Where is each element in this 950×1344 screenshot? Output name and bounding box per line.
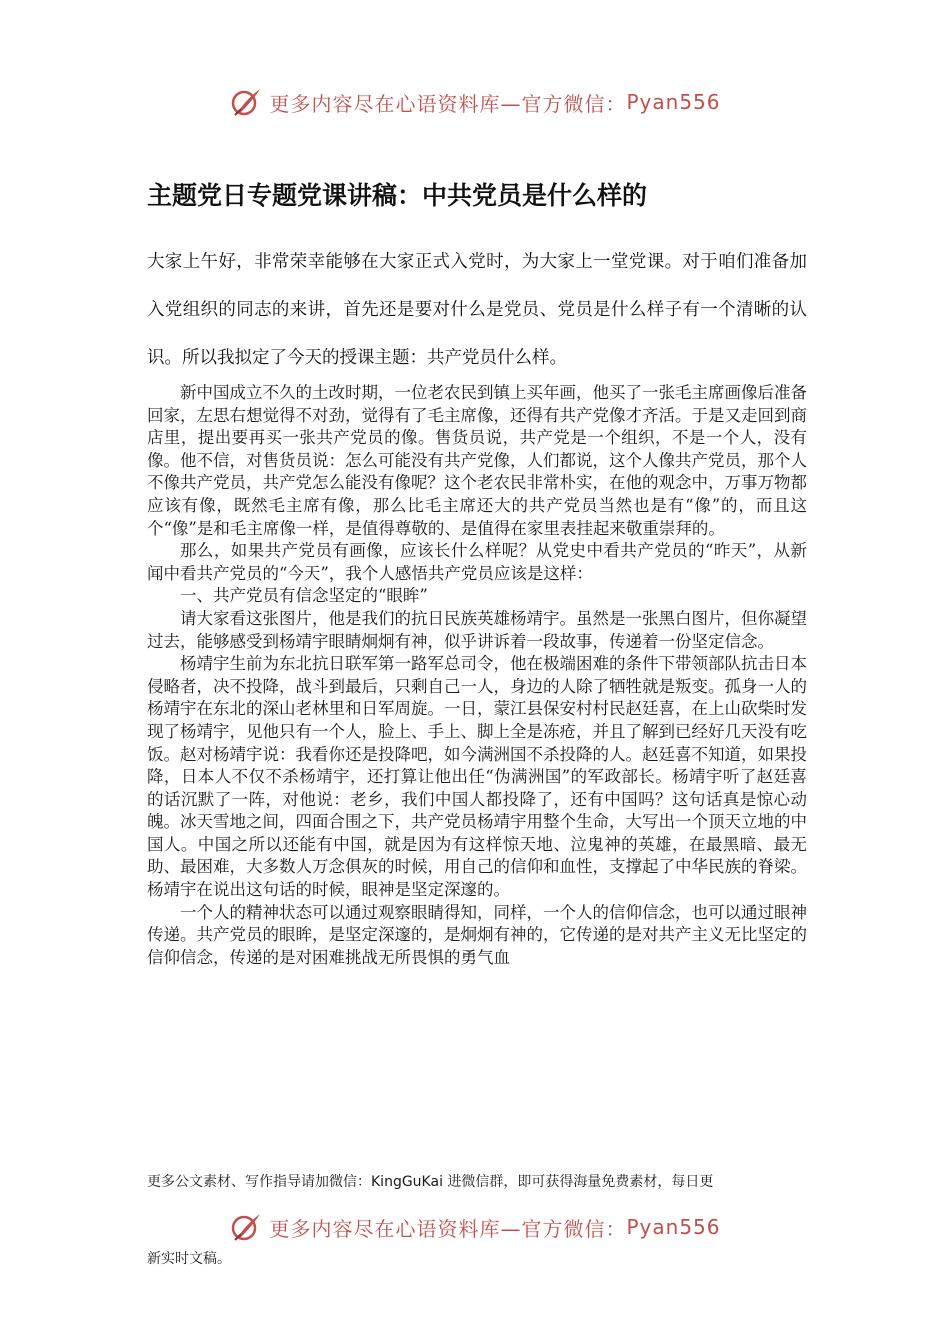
body-paragraph: 请大家看这张图片，他是我们的抗日民族英雄杨靖宇。虽然是一张黑白图片，但你凝望过去，能够感受到杨靖宇眼睛炯炯有神，似乎讲诉着一段故事，传递着一份坚定信念。 — [147, 608, 807, 651]
banner-wechat-id: Pyan556 — [626, 90, 721, 114]
watermark-banner-top — [0, 82, 950, 122]
footer-promo — [147, 1171, 827, 1191]
body-paragraph: 那么，如果共产党员有画像，应该长什么样呢？从党史中看共产党员的“昨天”，从新闻中看共产党员的“今天”，我个人感悟共产党员应该是这样： — [147, 541, 807, 583]
quill-logo-icon — [229, 1210, 263, 1244]
banner-text: 更多内容尽在心语资料库—官方微信： — [269, 1216, 627, 1241]
document-body — [147, 382, 807, 969]
body-paragraph: 一个人的精神状态可以通过观察眼睛得知，同样，一个人的信仰信念，也可以通过眼神传递。共产党员的眼眸，是坚定深邃的，是炯炯有神的，它传递的是对共产主义无比坚定的信仰信念，传递的是对困难挑战无所畏惧的勇气血 — [147, 902, 807, 967]
banner-text: 更多内容尽在心语资料库—官方微信： — [269, 91, 627, 116]
footer-tail: 新实时文稿。 — [147, 1251, 231, 1267]
watermark-banner-bottom — [0, 1207, 950, 1247]
intro-paragraph: 大家上午好，非常荣幸能够在大家正式入党时，为大家上一堂党课。对于咱们准备加入党组织的同志的来讲，首先还是要对什么是党员、党员是什么样子有一个清晰的认识。所以我拟定了今天的授课主题：共产党员什么样。 — [147, 252, 807, 368]
quill-logo-icon — [229, 85, 263, 119]
body-paragraph: 新中国成立不久的土改时期，一位老农民到镇上买年画，他买了一张毛主席画像后准备回家，左思右想觉得不对劲，觉得有了毛主席像，还得有共产党像才齐活。于是又走回到商店里，提出要再买一张共产党员的像。售货员说，共产党是一个组织，不是一个人，没有像。他不信，对售货员说：怎么可能没有共产党像，人们都说，这个人像共产党员，那个人不像共产党员，共产党怎么能没有像呢？这个老农民非常朴实，在他的观念中，万事万物都应该有像，既然毛主席有像，那么比毛主席还大的共产党员当然也是有“像”的，而且这个“像”是和毛主席像一样，是值得尊敬的、是值得在家里表挂起来敬重崇拜的。 — [147, 383, 807, 538]
footer-wechat: KingGuKai — [371, 1174, 443, 1190]
document-title: 主题党日专题党课讲稿：中共党员是什么样的 — [147, 181, 648, 210]
footer-prefix: 更多公文素材、写作指导请加微信： — [147, 1174, 371, 1190]
body-paragraph: 杨靖宇生前为东北抗日联军第一路军总司令，他在极端困难的条件下带领部队抗击日本侵略者，决不投降，战斗到最后，只剩自己一人，身边的人除了牺牲就是叛变。孤身一人的杨靖宇在东北的深山老林里和日军周旋。一日，蒙江县保安村村民赵廷喜，在上山砍柴时发现了杨靖宇，见他只有一个人，脸上、手上、脚上全是冻疮，并且了解到已经好几天没有吃饭。赵对杨靖宇说：我看你还是投降吧，如今满洲国不杀投降的人。赵廷喜不知道，如果投降，日本人不仅不杀杨靖宇，还打算让他出任“伪满洲国”的军政部长。杨靖宇听了赵廷喜的话沉默了一阵，对他说：老乡，我们中国人都投降了，还有中国吗？这句话真是惊心动魄。冰天雪地之间，四面合围之下，共产党员杨靖宇用整个生命，大写出一个顶天立地的中国人。中国之所以还能有中国，就是因为有这样惊天地、泣鬼神的英雄，在最黑暗、最无助、最困难，大多数人万念俱灰的时候，用自己的信仰和血性，支撑起了中华民族的脊梁。杨靖宇在说出这句话的时候，眼神是坚定深邃的。 — [147, 654, 807, 900]
section-heading: 一、共产党员有信念坚定的“眼眸” — [180, 586, 428, 606]
footer-suffix: 进微信群，即可获得海量免费素材，每日更 — [442, 1174, 714, 1190]
banner-wechat-id: Pyan556 — [626, 1215, 721, 1239]
